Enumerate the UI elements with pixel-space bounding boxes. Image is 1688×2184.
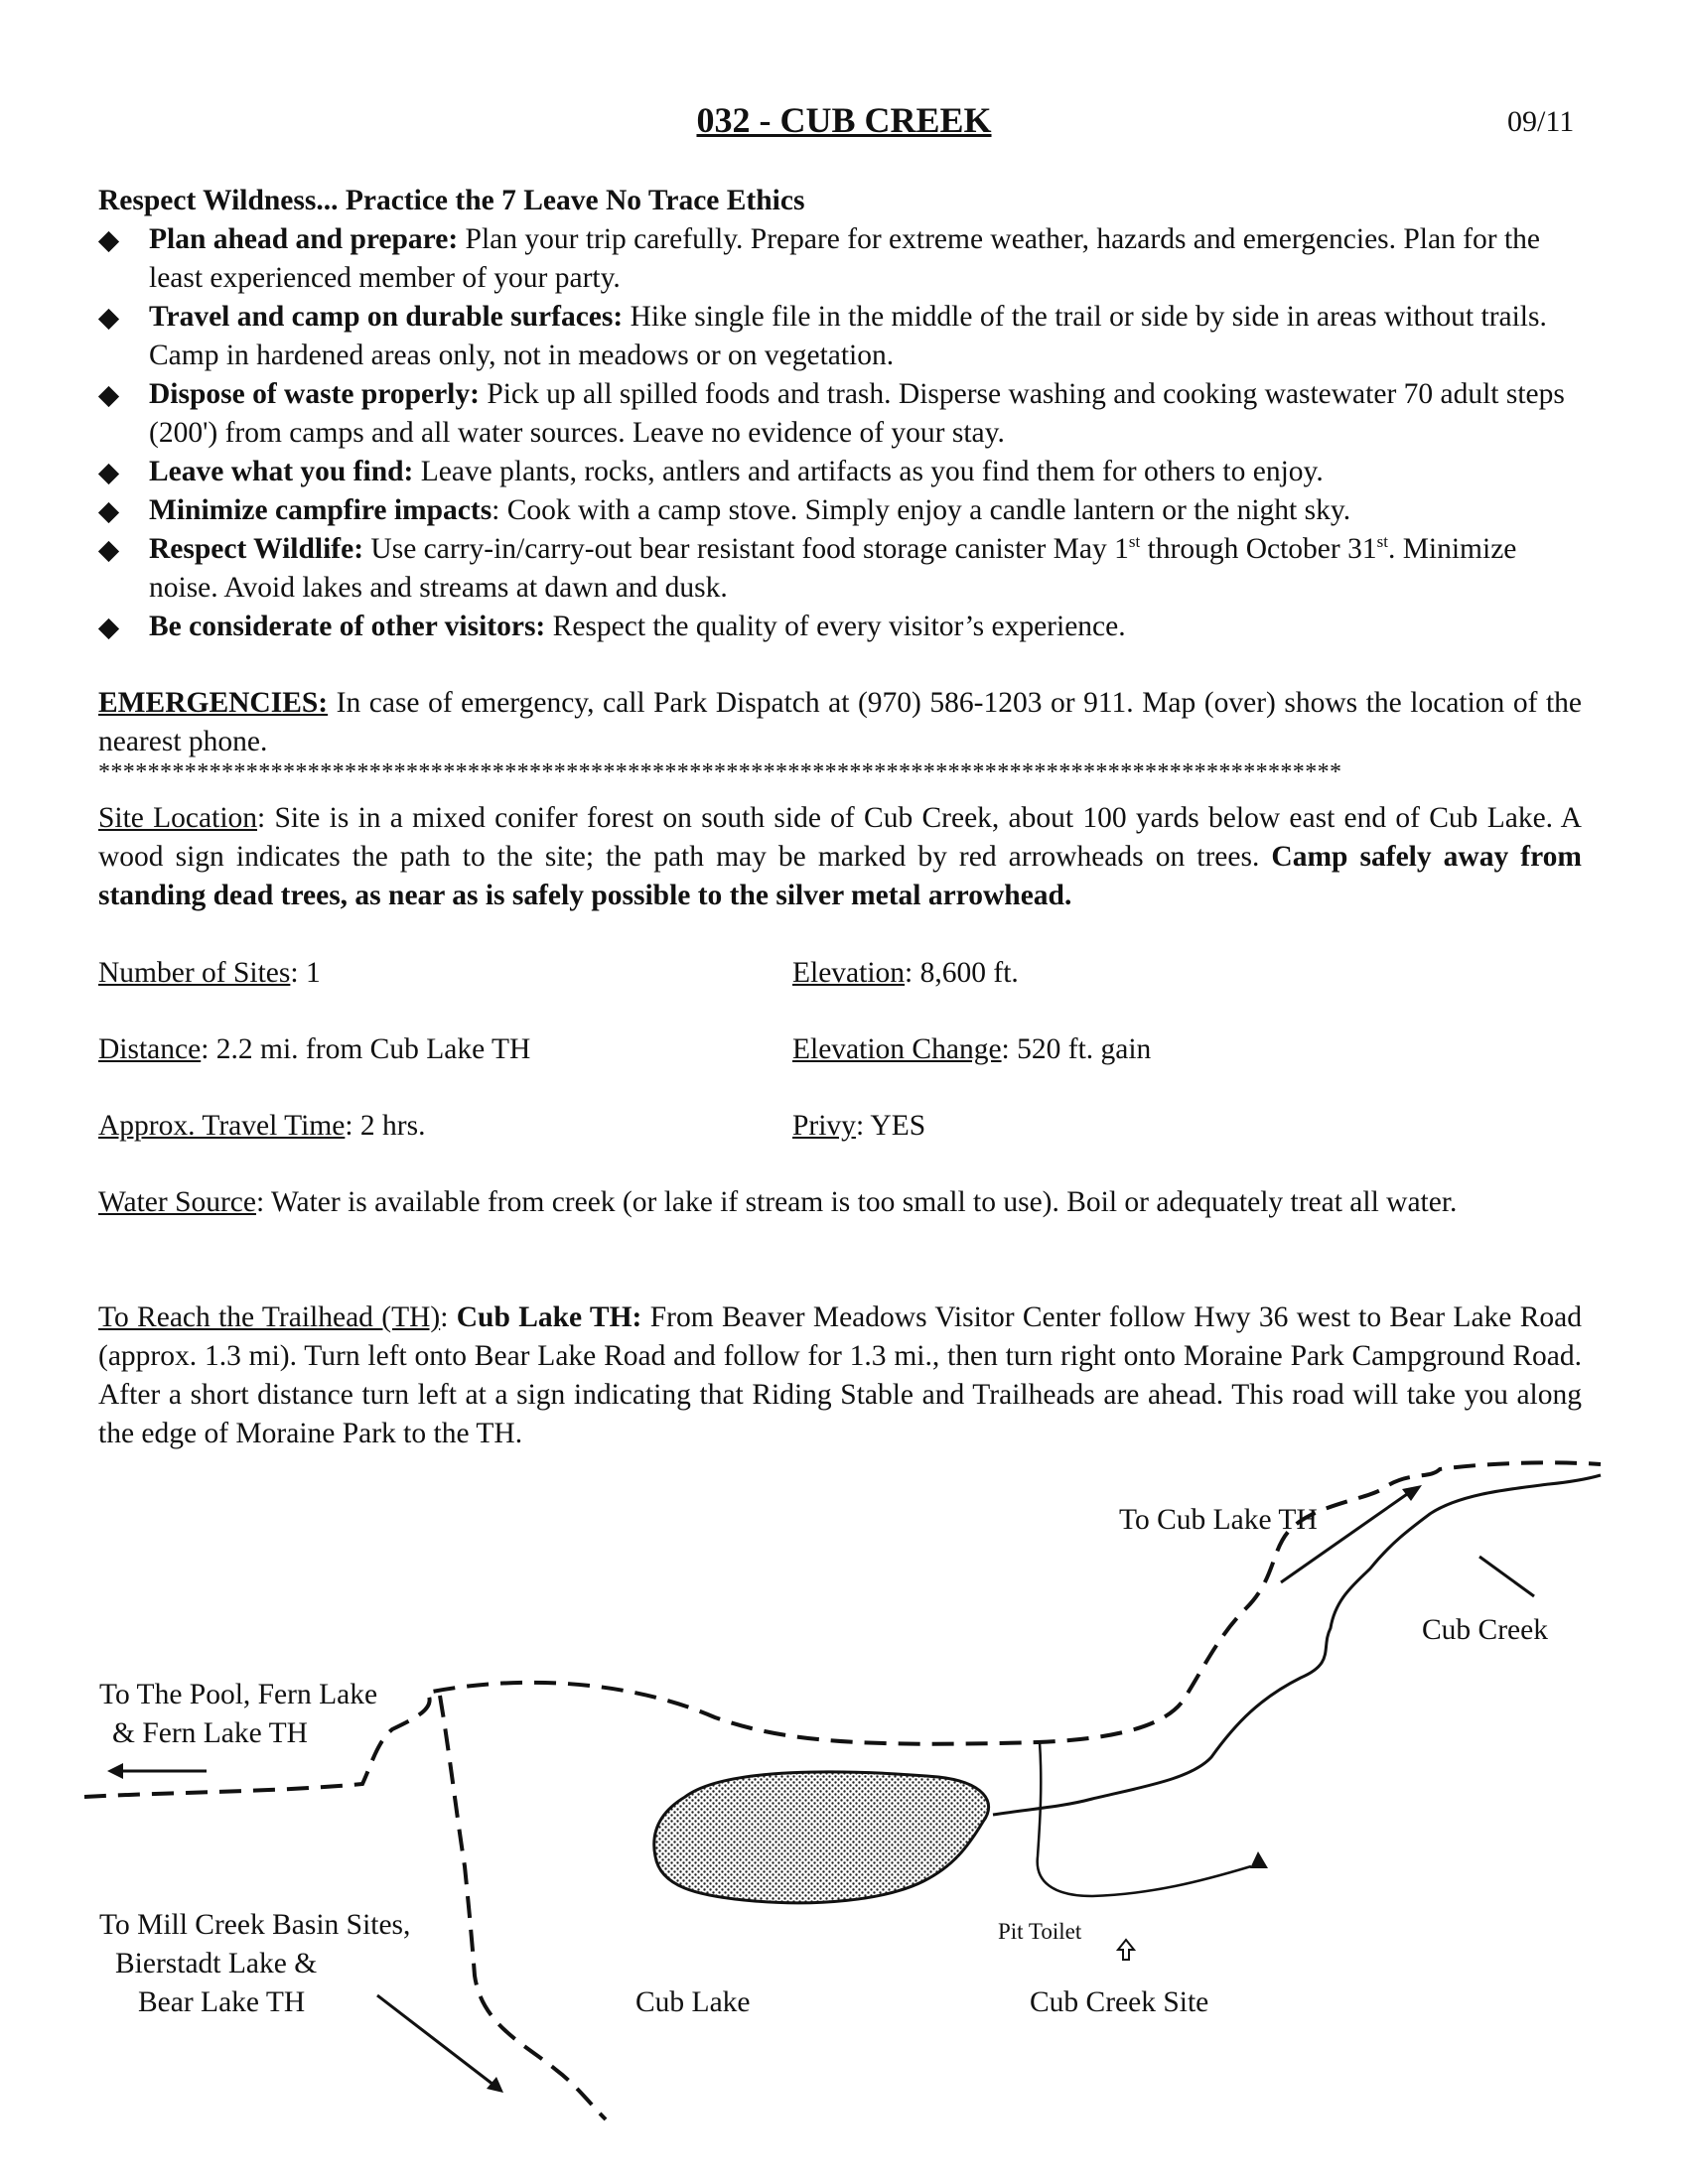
diamond-bullet-icon: [98, 309, 119, 330]
list-item: Dispose of waste properly: Pick up all spilled foods and trash. Disperse washing and cooking wastewater 70 adult steps (200') from camps and all water sources. Leave no evidence of your stay.: [98, 375, 1582, 453]
list-item: Be considerate of other visitors: Respect the quality of every visitor’s experience.: [98, 608, 1582, 646]
travel-time: Approx. Travel Time: 2 hrs.: [98, 1110, 426, 1142]
pit-toilet-arrow-icon: [1118, 1940, 1134, 1960]
diamond-bullet-icon: [98, 386, 119, 407]
label-cub-lake: Cub Lake: [635, 1986, 751, 2018]
water-source-paragraph: Water Source: Water is available from creek (or lake if stream is too small to use). Boil or adequately treat all water.: [98, 1186, 1458, 1218]
to-mill-creek-arrow-icon: [377, 1995, 503, 2093]
lnt-list: [98, 220, 1582, 646]
emergencies-paragraph: EMERGENCIES: In case of emergency, call Park Dispatch at (970) 586-1203 or 911. Map (over) shows the location of the nearest phone.: [98, 687, 1582, 757]
label-to-cub-lake-th: To Cub Lake TH: [1119, 1504, 1318, 1536]
list-item: Minimize campfire impacts: Cook with a camp stove. Simply enjoy a candle lantern or the night sky.: [98, 491, 1582, 530]
trailhead-paragraph: To Reach the Trailhead (TH): Cub Lake TH: From Beaver Meadows Visitor Center follow Hwy 36 west to Bear Lake Road (approx. 1.3 mi). Turn left onto Bear Lake Road and follow for 1.3 mi., then turn right onto Moraine Park Campground Road. After a short distance turn left at a sign indicating that Riding Stable and Trailheads are ahead. This road will take you along the edge of Moraine Park to the TH.: [98, 1301, 1582, 1449]
list-item: Travel and camp on durable surfaces: Hike single file in the middle of the trail or side by side in areas without trails. Camp in hardened areas only, not in meadows or on vegetation.: [98, 298, 1582, 375]
site-location-paragraph: Site Location: Site is in a mixed conifer forest on south side of Cub Creek, about 100 yards below east end of Cub Lake. A wood sign indicates the path to the site; the path may be marked by red arrowheads on trees. Camp safely away from standing dead trees, as near as is safely possible to the silver metal arrowhead.: [98, 802, 1583, 911]
lnt-heading: Respect Wildness... Practice the 7 Leave No Trace Ethics: [98, 185, 805, 216]
privy: Privy: YES: [792, 1110, 926, 1142]
main-trail: [84, 1462, 1601, 1797]
diamond-bullet-icon: [98, 618, 119, 639]
list-item: Plan ahead and prepare: Plan your trip carefully. Prepare for extreme weather, hazards and emergencies. Plan for the least experienced member of your party.: [98, 220, 1582, 298]
distance: Distance: 2.2 mi. from Cub Lake TH: [98, 1033, 531, 1065]
label-fern-lake-th: & Fern Lake TH: [112, 1717, 308, 1749]
elevation: Elevation: 8,600 ft.: [792, 957, 1019, 989]
diamond-bullet-icon: [98, 231, 119, 252]
label-to-mill-creek: To Mill Creek Basin Sites,: [99, 1909, 411, 1941]
list-item: Respect Wildlife: Use carry-in/carry-out bear resistant food storage canister May 1st through October 31st. Minimize noise. Avoid lakes and streams at dawn and dusk.: [98, 530, 1582, 608]
number-of-sites: Number of Sites: 1: [98, 957, 321, 989]
campsite-spur-trail: [1038, 1742, 1251, 1896]
map-drawing: [0, 1459, 1688, 2154]
diamond-bullet-icon: [98, 541, 119, 562]
trail-map: [0, 1459, 1688, 2154]
label-bear-lake-th: Bear Lake TH: [138, 1986, 306, 2018]
diamond-bullet-icon: [98, 502, 119, 523]
campsite-triangle-icon: [1250, 1851, 1268, 1868]
list-item: Leave what you find: Leave plants, rocks, antlers and artifacts as you find them for others to enjoy.: [98, 453, 1582, 491]
label-cub-creek-site: Cub Creek Site: [1030, 1986, 1209, 2018]
to-fern-lake-arrow-icon: [107, 1763, 207, 1779]
elevation-change: Elevation Change: 520 ft. gain: [792, 1033, 1152, 1065]
mill-creek-trail: [440, 1696, 606, 2119]
revision-date: 09/11: [1507, 105, 1575, 138]
diamond-bullet-icon: [98, 464, 119, 484]
label-cub-creek: Cub Creek: [1422, 1614, 1548, 1646]
divider: *****************************************************************************************************: [98, 759, 1342, 785]
cub-lake-shape: [654, 1772, 989, 1903]
label-to-the-pool: To The Pool, Fern Lake: [99, 1679, 378, 1710]
page-title: 032 - CUB CREEK: [696, 100, 992, 140]
label-pit-toilet: Pit Toilet: [998, 1919, 1082, 1944]
label-bierstadt-lake: Bierstadt Lake &: [115, 1948, 318, 1979]
